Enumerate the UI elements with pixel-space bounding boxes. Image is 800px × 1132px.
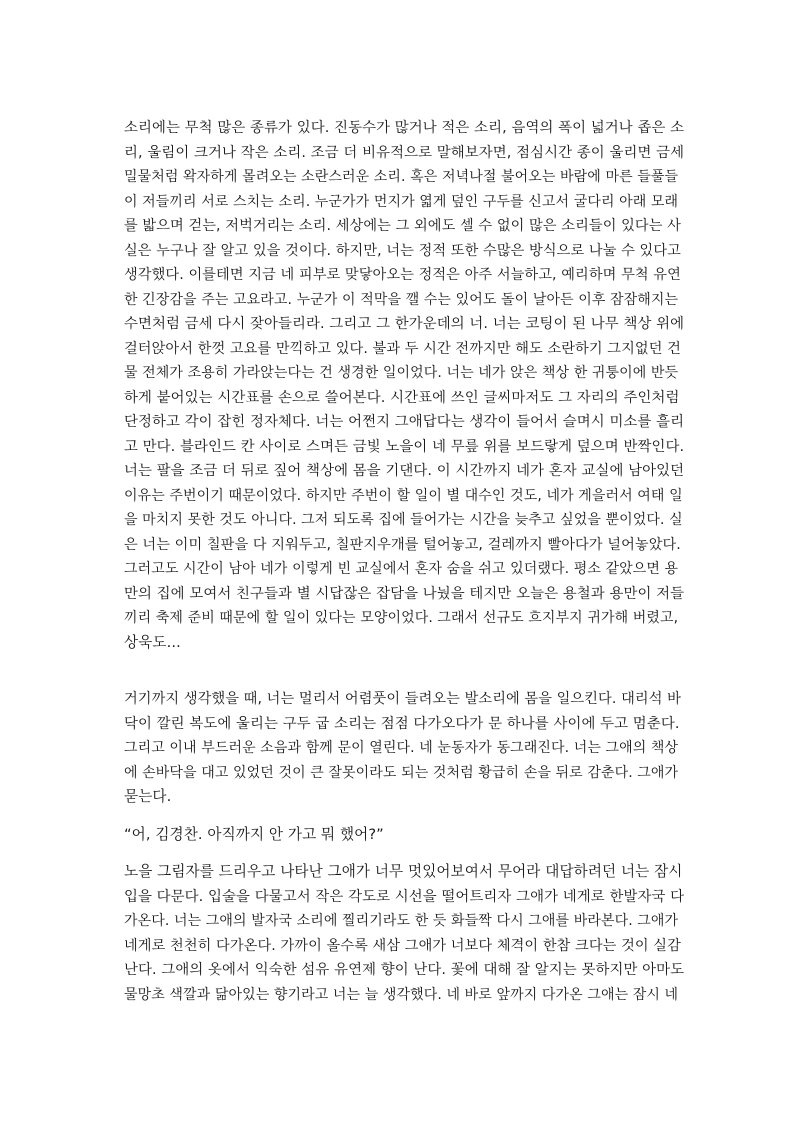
text-line: 만의 집에 모여서 친구들과 별 시답잖은 잡담을 나눴을 테지만 오늘은 용철과 용만이 저들 — [124, 585, 685, 602]
text-line: 걸터앉아서 한껏 고요를 만끽하고 있다. 불과 두 시간 전까지만 해도 소란하기 그지없던 건 — [124, 340, 681, 357]
text-line: 거기까지 생각했을 때, 너는 멀리서 어렴풋이 들려오는 발소리에 몸을 일으킨다. 대리석 바 — [124, 691, 681, 707]
text-line: 그리고 이내 부드러운 소음과 함께 문이 열린다. 네 눈동자가 동그래진다. 너는 그애의 책상 — [124, 740, 679, 756]
text-line: 난다. 그애의 옷에서 익숙한 섬유 유연제 향이 난다. 꽃에 대해 잘 알지는 못하지만 아마도 — [124, 962, 685, 978]
text-line: 가온다. 너는 그애의 발자국 소리에 찔리기라도 한 듯 화들짝 다시 그애를 바라본다. 그애가 — [124, 913, 679, 929]
text-line: 물망초 색깔과 닮아있는 향기라고 너는 늘 생각했다. 네 바로 앞까지 다가온 그애는 잠시 네 — [124, 986, 679, 1003]
text-line: 를 밟으며 걷는, 저벅거리는 소리. 세상에는 그 외에도 셀 수 없이 많은 소리들이 있다는 사 — [124, 218, 681, 234]
paragraph-1 — [124, 116, 685, 655]
text-line: 노을 그림자를 드리우고 나타난 그애가 너무 멋있어보여서 무어라 대답하려던 너는 잠시 — [124, 863, 683, 880]
text-line: 이 저들끼리 서로 스치는 소리. 누군가가 먼지가 엷게 덮인 구두를 신고서 굴다리 아래 모래 — [124, 193, 679, 210]
text-line: 한 긴장감을 주는 고요라고. 누군가 이 적막을 깰 수는 있어도 돌이 날아든 이후 잠잠해지는 — [124, 291, 679, 308]
text-line: 묻는다. — [124, 788, 172, 805]
text-line: 리, 울림이 크거나 작은 소리. 조금 더 비유적으로 말해보자면, 점심시간 종이 울리면 금세 — [124, 144, 685, 161]
text-line: 네게로 천천히 다가온다. 가까이 올수록 새삼 그애가 너보다 체격이 한참 크다는 것이 실감 — [124, 937, 681, 954]
text-line: 입을 다문다. 입술을 다물고서 작은 각도로 시선을 떨어트리자 그애가 네게로 한발자국 다 — [124, 888, 685, 905]
text-line: 상욱도... — [124, 633, 181, 651]
paragraph-2 — [124, 687, 680, 810]
text-line: 끼리 축제 준비 때문에 할 일이 있다는 모양이었다. 그래서 선규도 흐지부지 귀가해 버렸고, — [124, 610, 679, 626]
text-line: 하게 붙어있는 시간표를 손으로 쓸어본다. 시간표에 쓰인 글씨마저도 그 자리의 주인처럼 — [124, 389, 680, 406]
paragraph-3-dialogue — [124, 823, 680, 848]
text-line: 소리에는 무척 많은 종류가 있다. 진동수가 많거나 적은 소리, 음역의 폭이 넓거나 좁은 소 — [124, 120, 685, 136]
text-line: 생각했다. 이를테면 지금 네 피부로 맞닿아오는 정적은 아주 서늘하고, 예리하며 무척 유연 — [124, 267, 681, 283]
text-line: 을 마치지 못한 것도 아니다. 그저 되도록 집에 들어가는 시간을 늦추고 싶었을 뿐이었다. 실 — [124, 512, 683, 528]
text-line: “어, 김경찬. 아직까지 안 가고 뭐 했어?” — [124, 826, 384, 843]
text-line: 고 만다. 블라인드 칸 사이로 스며든 금빛 노을이 네 무릎 위를 보드랗게 덮으며 반짝인다. — [124, 438, 685, 455]
text-line: 이유는 주번이기 때문이었다. 하지만 주번이 할 일이 별 대수인 것도, 네가 게을러서 여태 일 — [124, 487, 683, 504]
text-line: 너는 팔을 조금 더 뒤로 짚어 책상에 몸을 기댄다. 이 시간까지 네가 혼자 교실에 남아있던 — [124, 463, 685, 479]
text-line: 수면처럼 금세 다시 잦아들리라. 그리고 그 한가운데의 너. 너는 코팅이 된 나무 책상 위에 — [124, 316, 685, 332]
text-line: 은 너는 이미 칠판을 다 지워두고, 칠판지우개를 털어놓고, 걸레까지 빨아다가 널어놓았다. — [124, 536, 681, 553]
text-line: 밀물처럼 왁자하게 몰려오는 소란스러운 소리. 혹은 저녁나절 불어오는 바람에 마른 들풀들 — [124, 169, 679, 185]
text-line: 단정하고 각이 잡힌 정자체다. 너는 어쩐지 그애답다는 생각이 들어서 슬며시 미소를 흘리 — [124, 414, 685, 430]
text-line: 실은 누구나 잘 알고 있을 것이다. 하지만, 너는 정적 또한 수많은 방식으로 나눌 수 있다고 — [124, 242, 681, 259]
text-line: 물 전체가 조용히 가라앉는다는 건 생경한 일이었다. 너는 네가 앉은 책상 한 귀퉁이에 반듯 — [124, 365, 679, 381]
text-line: 그러고도 시간이 남아 네가 이렇게 빈 교실에서 혼자 숨을 쉬고 있더랬다. 평소 같았으면 용 — [124, 561, 679, 577]
text-line: 닥이 깔린 복도에 울리는 구두 굽 소리는 점점 다가오다가 문 하나를 사이에 두고 멈춘다. — [124, 715, 680, 732]
paragraph-4 — [124, 860, 685, 1007]
text-line: 에 손바닥을 대고 있었던 것이 큰 잘못이라도 되는 것처럼 황급히 손을 뒤로 감춘다. 그애가 — [124, 764, 679, 781]
